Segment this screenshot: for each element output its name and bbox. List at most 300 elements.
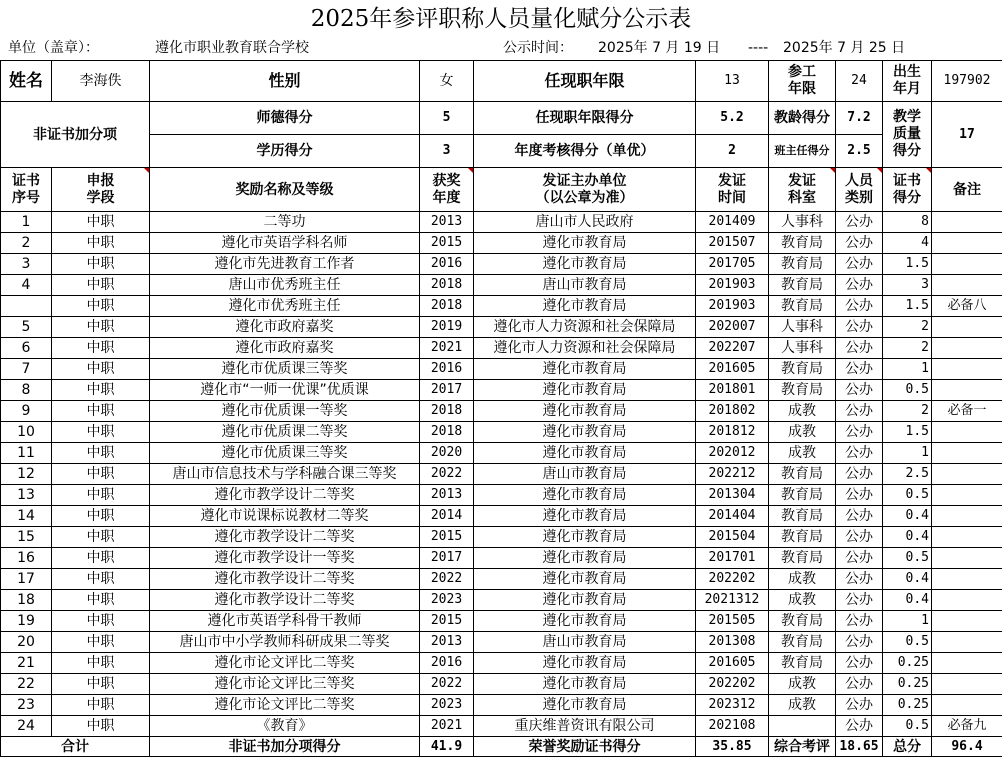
cell-issuer: 遵化市教育局 [474,695,696,716]
cell-category: 公办 [836,527,883,548]
cell-award: 遵化市教学设计二等奖 [150,485,420,506]
header-category [836,168,883,212]
work-years-value: 24 [836,61,883,102]
cell-score: 2 [883,338,932,359]
cell-dept: 教育局 [769,632,836,653]
cell-note [932,653,1002,674]
cell-year: 2016 [420,359,474,380]
cell-dept: 教育局 [769,611,836,632]
cell-no: 15 [1,527,52,548]
cell-no: 22 [1,674,52,695]
cell-dept: 成教 [769,422,836,443]
cell-score: 4 [883,233,932,254]
cell-year: 2022 [420,569,474,590]
cell-year: 2018 [420,401,474,422]
cell-time: 202212 [696,464,769,485]
table-row [1,212,1002,233]
cell-category: 公办 [836,212,883,233]
cell-award: 《教育》 [150,716,420,737]
cell-no: 11 [1,443,52,464]
cell-category: 公办 [836,380,883,401]
cell-dept: 教育局 [769,275,836,296]
header-stage [52,168,150,212]
total-label: 总分 [883,737,932,757]
cell-dept: 教育局 [769,254,836,275]
cell-dept: 教育局 [769,464,836,485]
cell-no [1,296,52,317]
cell-score: 0.25 [883,695,932,716]
non-cert-total-value: 41.9 [420,737,474,757]
cell-score: 0.5 [883,548,932,569]
cell-dept: 教育局 [769,296,836,317]
cell-note [932,590,1002,611]
ethics-label: 师德得分 [150,102,420,135]
cell-no: 18 [1,590,52,611]
cell-time: 201801 [696,380,769,401]
cell-score: 0.25 [883,653,932,674]
work-years-label [769,61,836,102]
cell-score: 1 [883,443,932,464]
cell-note [932,632,1002,653]
cell-issuer: 重庆维普资讯有限公司 [474,716,696,737]
cell-stage: 中职 [52,611,150,632]
cell-time: 201504 [696,527,769,548]
header-year [420,168,474,212]
cell-year: 2013 [420,485,474,506]
table-row [1,443,1002,464]
table-row [1,527,1002,548]
cell-award: 唐山市中小学教师科研成果二等奖 [150,632,420,653]
birth-label-text: 出生 年月 [893,64,921,97]
cell-award: 遵化市优质课二等奖 [150,422,420,443]
cell-time: 201903 [696,275,769,296]
cell-note [932,422,1002,443]
table-row [1,233,1002,254]
cell-time: 201605 [696,653,769,674]
cell-stage: 中职 [52,716,150,737]
cell-no: 1 [1,212,52,233]
cell-issuer: 遵化市教育局 [474,401,696,422]
annual-value: 2 [696,135,769,168]
cell-issuer: 遵化市教育局 [474,359,696,380]
cell-award: 遵化市教学设计二等奖 [150,527,420,548]
honor-total-value: 35.85 [696,737,769,757]
cell-score: 2.5 [883,464,932,485]
cell-category: 公办 [836,422,883,443]
table-row [1,590,1002,611]
cell-stage: 中职 [52,674,150,695]
cell-score: 0.25 [883,674,932,695]
cell-stage: 中职 [52,254,150,275]
cell-no: 10 [1,422,52,443]
cell-time: 202202 [696,674,769,695]
table-row [1,317,1002,338]
cell-time: 202007 [696,317,769,338]
cell-issuer: 遵化市教育局 [474,485,696,506]
cell-no: 3 [1,254,52,275]
name-label: 姓名 [1,61,52,102]
cell-category: 公办 [836,443,883,464]
cell-note [932,695,1002,716]
table-row [1,359,1002,380]
cell-category: 公办 [836,716,883,737]
cell-stage: 中职 [52,275,150,296]
cell-year: 2022 [420,674,474,695]
cell-category: 公办 [836,548,883,569]
cell-year: 2020 [420,443,474,464]
cell-time: 201304 [696,485,769,506]
cell-note [932,548,1002,569]
cell-time: 201507 [696,233,769,254]
cell-no: 24 [1,716,52,737]
cell-time: 201308 [696,632,769,653]
cell-category: 公办 [836,485,883,506]
cell-year: 2021 [420,338,474,359]
cell-issuer: 遵化市教育局 [474,422,696,443]
cell-note [932,443,1002,464]
cell-dept [769,716,836,737]
cell-time: 201701 [696,548,769,569]
table-row [1,695,1002,716]
cell-note [932,233,1002,254]
tenure-label: 任现职年限 [474,61,696,102]
table-row [1,506,1002,527]
cell-score: 0.5 [883,485,932,506]
quality-value: 17 [932,102,1002,168]
cell-award: 遵化市优质课三等奖 [150,359,420,380]
cell-year: 2018 [420,422,474,443]
cell-stage: 中职 [52,653,150,674]
publicity-end: 2025年 7 月 25 日 [783,40,906,56]
cell-dept: 人事科 [769,338,836,359]
head-teacher-value: 2.5 [836,135,883,168]
cell-issuer: 遵化市教育局 [474,653,696,674]
cell-award: 遵化市“一师一优课”优质课 [150,380,420,401]
publicity-sep: ---- [748,40,769,56]
cell-no: 21 [1,653,52,674]
cell-issuer: 遵化市教育局 [474,527,696,548]
header-note: 备注 [932,168,1002,212]
cell-award: 遵化市政府嘉奖 [150,317,420,338]
cell-score: 0.5 [883,632,932,653]
table-row [1,401,1002,422]
cell-category: 公办 [836,401,883,422]
cell-year: 2017 [420,380,474,401]
cell-issuer: 遵化市教育局 [474,569,696,590]
cell-no: 8 [1,380,52,401]
cell-year: 2013 [420,632,474,653]
cell-issuer: 唐山市教育局 [474,275,696,296]
cell-stage: 中职 [52,506,150,527]
cell-score: 1.5 [883,422,932,443]
header-time [696,168,769,212]
cell-no: 5 [1,317,52,338]
cell-score: 1 [883,359,932,380]
cell-award: 遵化市教学设计二等奖 [150,569,420,590]
cell-dept: 教育局 [769,653,836,674]
total-value: 96.4 [932,737,1002,757]
table-row [1,569,1002,590]
cell-time: 201812 [696,422,769,443]
cell-dept: 成教 [769,443,836,464]
cell-year: 2016 [420,254,474,275]
cell-dept: 教育局 [769,485,836,506]
table-row [1,296,1002,317]
header-no-text: 证书 序号 [12,172,40,206]
cell-issuer: 遵化市教育局 [474,380,696,401]
cell-dept: 教育局 [769,359,836,380]
cell-award: 遵化市论文评比二等奖 [150,653,420,674]
cell-note [932,380,1002,401]
tenure-value: 13 [696,61,769,102]
cell-no: 13 [1,485,52,506]
table-row [1,380,1002,401]
cell-stage: 中职 [52,422,150,443]
cell-issuer: 遵化市教育局 [474,254,696,275]
header-score [883,168,932,212]
gender-label: 性别 [150,61,420,102]
cell-dept: 人事科 [769,317,836,338]
tenure-score-label: 任现职年限得分 [474,102,696,135]
cell-time: 201802 [696,401,769,422]
cell-year: 2015 [420,233,474,254]
cell-note [932,527,1002,548]
table-row [1,254,1002,275]
cell-note: 必备一 [932,401,1002,422]
cell-award: 遵化市教学设计一等奖 [150,548,420,569]
cell-year: 2016 [420,653,474,674]
cell-stage: 中职 [52,590,150,611]
cell-award: 唐山市信息技术与学科融合课三等奖 [150,464,420,485]
birth-label [883,61,932,102]
cell-issuer: 遵化市教育局 [474,296,696,317]
cell-category: 公办 [836,569,883,590]
cell-no: 23 [1,695,52,716]
non-cert-label: 非证书加分项 [1,102,150,168]
cell-year: 2014 [420,506,474,527]
cell-award: 遵化市论文评比二等奖 [150,695,420,716]
table-row [1,632,1002,653]
cell-note [932,317,1002,338]
teach-age-label: 教龄得分 [769,102,836,135]
cell-dept: 成教 [769,590,836,611]
table-row [1,674,1002,695]
header-issuer [474,168,696,212]
table-row [1,338,1002,359]
cell-dept: 教育局 [769,233,836,254]
cell-issuer: 遵化市人力资源和社会保障局 [474,317,696,338]
cell-category: 公办 [836,611,883,632]
non-cert-total-label: 非证书加分项得分 [150,737,420,757]
table-row [1,548,1002,569]
header-award: 奖励名称及等级 [150,168,420,212]
header-issuer-text: 发证主办单位 （以公章为准） [535,172,634,206]
cell-issuer: 遵化市教育局 [474,443,696,464]
cell-note [932,611,1002,632]
publicity-start: 2025年 7 月 19 日 [598,40,721,56]
table-row [1,716,1002,737]
cell-category: 公办 [836,296,883,317]
cell-category: 公办 [836,695,883,716]
cell-issuer: 遵化市教育局 [474,506,696,527]
header-no [1,168,52,212]
cell-category: 公办 [836,359,883,380]
cell-no: 7 [1,359,52,380]
header-score-text: 证书 得分 [893,172,921,206]
cell-award: 唐山市优秀班主任 [150,275,420,296]
cell-stage: 中职 [52,443,150,464]
cell-note [932,338,1002,359]
cell-category: 公办 [836,674,883,695]
cell-no: 2 [1,233,52,254]
cell-score: 0.4 [883,590,932,611]
cell-stage: 中职 [52,401,150,422]
cell-year: 2013 [420,212,474,233]
table-row [1,422,1002,443]
teach-age-value: 7.2 [836,102,883,135]
cell-year: 2015 [420,611,474,632]
cell-no: 12 [1,464,52,485]
birth-value: 197902 [932,61,1002,102]
cell-dept: 教育局 [769,548,836,569]
cell-stage: 中职 [52,338,150,359]
cell-no: 20 [1,632,52,653]
cell-time: 201903 [696,296,769,317]
table-row [1,611,1002,632]
edu-value: 3 [420,135,474,168]
ethics-value: 5 [420,102,474,135]
table-row [1,653,1002,674]
cell-stage: 中职 [52,380,150,401]
cell-note [932,674,1002,695]
cell-time: 202108 [696,716,769,737]
cell-issuer: 遵化市教育局 [474,611,696,632]
cell-category: 公办 [836,632,883,653]
cell-dept: 成教 [769,695,836,716]
header-dept [769,168,836,212]
cell-score: 0.4 [883,527,932,548]
cell-note [932,569,1002,590]
cell-issuer: 遵化市教育局 [474,548,696,569]
cell-stage: 中职 [52,464,150,485]
cell-dept: 成教 [769,401,836,422]
cell-category: 公办 [836,275,883,296]
cell-note: 必备九 [932,716,1002,737]
cell-stage: 中职 [52,317,150,338]
cell-stage: 中职 [52,548,150,569]
cell-award: 遵化市论文评比三等奖 [150,674,420,695]
table-row [1,464,1002,485]
cell-year: 2017 [420,548,474,569]
cell-time: 201605 [696,359,769,380]
name-value: 李海佚 [52,61,150,102]
cell-category: 公办 [836,338,883,359]
gender-value: 女 [420,61,474,102]
table-row [1,485,1002,506]
cell-year: 2019 [420,317,474,338]
cell-note [932,464,1002,485]
cell-stage: 中职 [52,359,150,380]
cell-award: 遵化市英语学科名师 [150,233,420,254]
score-table [0,60,1002,757]
cell-stage: 中职 [52,233,150,254]
cell-note [932,275,1002,296]
cell-award: 遵化市英语学科骨干教师 [150,611,420,632]
cell-stage: 中职 [52,569,150,590]
cell-issuer: 遵化市教育局 [474,674,696,695]
cell-time: 201404 [696,506,769,527]
totals-label: 合计 [1,737,150,757]
overall-label: 综合考评 [769,737,836,757]
cell-score: 1.5 [883,254,932,275]
cell-award: 遵化市说课标说教材二等奖 [150,506,420,527]
cell-time: 202207 [696,338,769,359]
cell-dept: 教育局 [769,380,836,401]
cell-time: 201705 [696,254,769,275]
cell-issuer: 唐山市教育局 [474,464,696,485]
cell-year: 2022 [420,464,474,485]
annual-label: 年度考核得分（单优） [474,135,696,168]
cell-score: 0.4 [883,506,932,527]
cell-stage: 中职 [52,485,150,506]
header-year-text: 获奖 年度 [432,172,461,206]
cell-note [932,254,1002,275]
header-time-text: 发证 时间 [718,172,746,206]
cell-stage: 中职 [52,695,150,716]
tenure-score-value: 5.2 [696,102,769,135]
cell-issuer: 唐山市教育局 [474,632,696,653]
cell-note [932,359,1002,380]
cell-category: 公办 [836,653,883,674]
cell-issuer: 遵化市教育局 [474,233,696,254]
cell-time: 201505 [696,611,769,632]
cell-no: 4 [1,275,52,296]
cell-dept: 成教 [769,569,836,590]
cell-dept: 教育局 [769,506,836,527]
cell-dept: 教育局 [769,527,836,548]
cell-stage: 中职 [52,296,150,317]
overall-value: 18.65 [836,737,883,757]
cell-dept: 人事科 [769,212,836,233]
cell-time: 202202 [696,569,769,590]
header-category-text: 人员 类别 [845,172,873,206]
cell-score: 0.4 [883,569,932,590]
cell-no: 19 [1,611,52,632]
cell-award: 遵化市优质课一等奖 [150,401,420,422]
unit-name: 遵化市职业教育联合学校 [155,40,309,56]
cell-time: 202012 [696,443,769,464]
cell-award: 遵化市优秀班主任 [150,296,420,317]
cell-no: 14 [1,506,52,527]
cell-year: 2018 [420,275,474,296]
work-years-label-text: 参工 年限 [788,64,816,97]
cell-score: 1.5 [883,296,932,317]
cell-score: 2 [883,401,932,422]
cell-stage: 中职 [52,212,150,233]
header-stage-text: 申报 学段 [86,172,115,206]
cell-category: 公办 [836,590,883,611]
cell-no: 16 [1,548,52,569]
cell-stage: 中职 [52,632,150,653]
quality-label-text: 教学 质量 得分 [893,109,921,159]
cell-category: 公办 [836,233,883,254]
cell-no: 9 [1,401,52,422]
head-teacher-label: 班主任得分 [769,135,836,168]
cell-no: 17 [1,569,52,590]
cell-time: 201409 [696,212,769,233]
publicity-label: 公示时间： [503,40,573,56]
cell-note: 必备八 [932,296,1002,317]
